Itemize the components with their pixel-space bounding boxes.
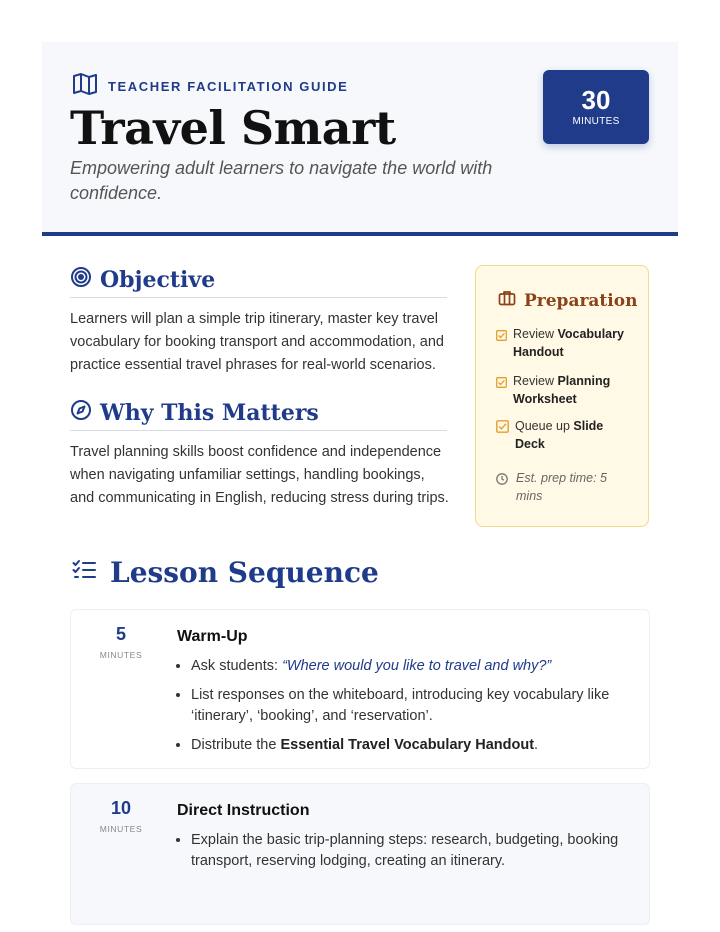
preparation-heading <box>498 290 637 311</box>
list-item: • List responses on the whiteboard, introducing key vocabulary like ‘itinerary’, ‘booking’, and ‘reservation’. <box>191 685 631 727</box>
preparation-panel <box>475 265 649 527</box>
checklist-icon <box>72 559 96 586</box>
header-divider <box>42 232 678 236</box>
why-heading <box>70 399 319 426</box>
prep-time-text: Est. prep time: 5 mins <box>516 471 608 503</box>
step-minutes-unit: MINUTES <box>99 824 143 834</box>
list-item: • Distribute the Essential Travel Vocabulary Handout. <box>191 735 631 756</box>
duration-unit: MINUTES <box>572 116 620 127</box>
checkbox-icon <box>496 375 507 408</box>
prep-item-resource: Vocabulary Handout <box>513 327 624 359</box>
clock-icon <box>496 472 508 505</box>
lesson-step-card <box>70 783 650 925</box>
lesson-step-card <box>70 609 650 769</box>
objective-heading <box>70 266 215 293</box>
step-bullets <box>177 830 631 880</box>
page-title: Travel Smart <box>70 101 396 155</box>
preparation-title: Preparation <box>524 290 638 311</box>
prompt-quote: “Where would you like to travel and why?” <box>282 658 552 674</box>
why-divider <box>70 430 447 431</box>
duration-value: 30 <box>581 85 611 115</box>
checkbox-icon <box>496 420 509 453</box>
handout-name: Essential Travel Vocabulary Handout <box>280 737 535 753</box>
step-duration <box>71 624 171 660</box>
prep-item-text: Review <box>513 374 558 388</box>
map-icon <box>72 72 98 101</box>
prep-item <box>496 372 636 408</box>
list-item: • Ask students: “Where would you like to travel and why?” <box>191 656 631 677</box>
kicker <box>72 72 348 101</box>
duration-badge <box>543 70 649 144</box>
prep-item <box>496 325 636 361</box>
prep-item-resource: Slide Deck <box>515 419 604 451</box>
prep-item-resource: Planning Worksheet <box>513 374 611 406</box>
step-bullets <box>177 656 631 764</box>
guide-label: TEACHER FACILITATION GUIDE <box>108 79 349 94</box>
prep-item-text: Queue up <box>515 419 574 433</box>
step-title: Direct Instruction <box>177 802 310 819</box>
why-text: Travel planning skills boost confidence and independence when navigating unfamiliar settings, handling bookings, and communicating in English, reducing stress during trips. <box>70 444 449 506</box>
target-icon <box>70 266 92 293</box>
step-minutes: 5 <box>115 624 126 644</box>
step-minutes: 10 <box>110 798 132 818</box>
step-duration <box>71 798 171 834</box>
step-title: Warm-Up <box>177 628 248 645</box>
objective-text: Learners will plan a simple trip itinerary, master key travel vocabulary for booking transport and accommodation, and practice essential travel phrases for real-world scenarios. <box>70 311 444 373</box>
briefcase-icon <box>498 290 516 311</box>
checkbox-icon <box>496 328 507 361</box>
list-item: • Explain the basic trip-planning steps: research, budgeting, booking transport, reserving lodging, creating an itinerary. <box>191 830 631 872</box>
prep-item-text: Review <box>513 327 558 341</box>
page-subtitle: Empowering adult learners to navigate the world with confidence. <box>70 158 493 203</box>
sequence-heading <box>72 556 379 589</box>
step-minutes-unit: MINUTES <box>99 650 143 660</box>
objective-title: Objective <box>100 266 216 293</box>
prep-time <box>496 469 636 505</box>
why-title: Why This Matters <box>100 399 319 426</box>
sequence-title: Lesson Sequence <box>110 556 379 589</box>
prep-item <box>496 417 636 453</box>
objective-divider <box>70 297 447 298</box>
compass-icon <box>70 399 92 426</box>
